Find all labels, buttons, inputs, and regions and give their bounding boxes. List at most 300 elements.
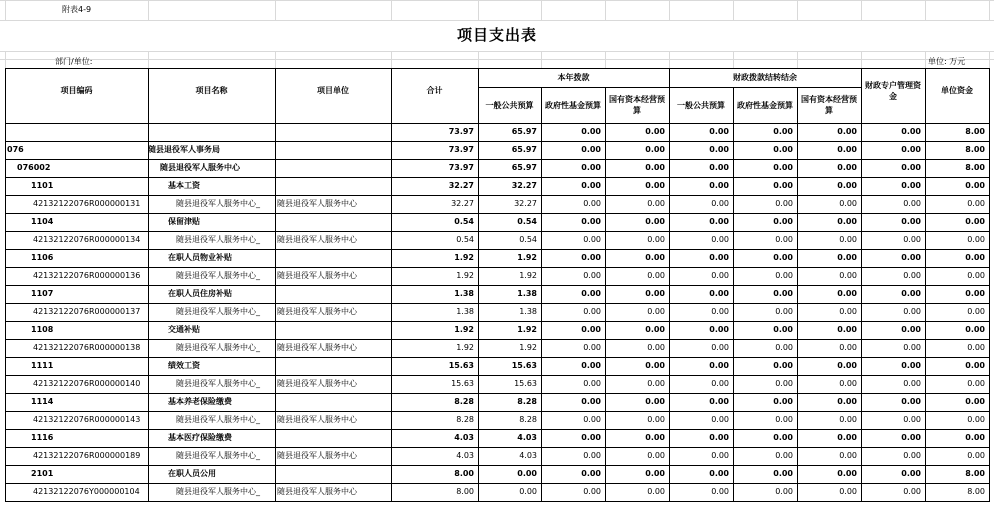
gridline: [275, 51, 276, 68]
amount-cell[interactable]: 0.00: [903, 307, 921, 316]
gridline: [989, 0, 990, 20]
amount-cell[interactable]: 0.00: [775, 343, 793, 352]
project-code-cell[interactable]: 42132122076R000000140: [33, 379, 141, 388]
amount-cell[interactable]: 0.00: [903, 451, 921, 460]
amount-cell[interactable]: 0.00: [839, 451, 857, 460]
amount-cell[interactable]: 8.00: [965, 163, 985, 172]
amount-cell[interactable]: 0.00: [837, 163, 857, 172]
amount-cell[interactable]: 0.00: [647, 487, 665, 496]
amount-cell[interactable]: 4.03: [517, 433, 537, 442]
amount-cell[interactable]: 0.54: [519, 235, 537, 244]
project-name-cell[interactable]: 随县退役军人服务中心_: [176, 271, 260, 280]
amount-cell[interactable]: 0.00: [839, 487, 857, 496]
project-name-cell[interactable]: 随县退役军人服务中心_: [176, 487, 260, 496]
row-border: [5, 213, 989, 214]
header-carryover: 财政拨款结转结余: [733, 73, 797, 82]
amount-cell[interactable]: 0.00: [773, 325, 793, 334]
amount-cell[interactable]: 0.00: [837, 361, 857, 370]
amount-cell[interactable]: 0.00: [583, 451, 601, 460]
row-border: [5, 249, 989, 250]
project-unit-cell[interactable]: 随县退役军人服务中心: [277, 271, 357, 280]
amount-cell[interactable]: 0.00: [903, 343, 921, 352]
amount-cell[interactable]: 0.00: [711, 343, 729, 352]
column-border: [989, 68, 990, 502]
amount-cell[interactable]: 1.38: [519, 307, 537, 316]
header-unit-funds: 单位资金: [941, 86, 973, 95]
amount-cell[interactable]: 0.00: [645, 397, 665, 406]
amount-cell[interactable]: 0.00: [583, 235, 601, 244]
project-name-cell[interactable]: 交通补贴: [168, 325, 200, 334]
amount-cell[interactable]: 0.00: [645, 289, 665, 298]
project-name-cell[interactable]: 随县退役军人服务中心_: [176, 451, 260, 460]
amount-cell[interactable]: 0.00: [517, 469, 537, 478]
amount-cell[interactable]: 0.00: [709, 397, 729, 406]
amount-cell[interactable]: 0.00: [775, 307, 793, 316]
amount-cell[interactable]: 0.00: [773, 361, 793, 370]
project-name-cell[interactable]: 随县退役军人服务中心_: [176, 235, 260, 244]
amount-cell[interactable]: 0.00: [647, 379, 665, 388]
project-name-cell[interactable]: 随县退役军人服务中心: [160, 163, 240, 172]
amount-cell[interactable]: 0.00: [647, 451, 665, 460]
amount-cell[interactable]: 0.00: [583, 343, 601, 352]
row-border: [5, 357, 989, 358]
amount-cell[interactable]: 0.00: [903, 487, 921, 496]
project-name-cell[interactable]: 在职人员公用: [168, 469, 216, 478]
amount-cell[interactable]: 15.63: [451, 379, 474, 388]
project-code-cell[interactable]: 42132122076R000000138: [33, 343, 141, 352]
column-border: [797, 87, 798, 502]
project-unit-cell[interactable]: 随县退役军人服务中心: [277, 487, 357, 496]
amount-cell[interactable]: 8.00: [967, 487, 985, 496]
amount-cell[interactable]: 0.00: [965, 325, 985, 334]
amount-cell[interactable]: 1.92: [517, 253, 537, 262]
amount-cell[interactable]: 0.00: [581, 217, 601, 226]
amount-cell[interactable]: 0.00: [583, 307, 601, 316]
amount-cell[interactable]: 0.00: [645, 127, 665, 136]
gridline: [797, 0, 798, 20]
amount-cell[interactable]: 0.00: [583, 199, 601, 208]
column-border: [148, 68, 149, 502]
amount-cell[interactable]: 0.00: [839, 271, 857, 280]
project-code-cell[interactable]: 076002: [17, 163, 51, 172]
amount-cell[interactable]: 0.00: [839, 307, 857, 316]
table-border: [5, 123, 989, 124]
amount-cell[interactable]: 0.00: [773, 433, 793, 442]
column-border: [669, 68, 670, 502]
gridline: [797, 51, 798, 68]
project-name-cell[interactable]: 随县退役军人服务中心_: [176, 415, 260, 424]
column-border: [861, 68, 862, 502]
project-name-cell[interactable]: 基本养老保险缴费: [168, 397, 232, 406]
amount-cell[interactable]: 0.00: [711, 235, 729, 244]
amount-cell[interactable]: 0.00: [901, 289, 921, 298]
amount-cell[interactable]: 0.00: [901, 145, 921, 154]
amount-cell[interactable]: 1.92: [456, 271, 474, 280]
amount-cell[interactable]: 0.00: [581, 145, 601, 154]
amount-cell[interactable]: 0.00: [645, 361, 665, 370]
amount-cell[interactable]: 0.00: [773, 397, 793, 406]
amount-cell[interactable]: 0.00: [709, 163, 729, 172]
gridline: [925, 0, 926, 20]
amount-cell[interactable]: 0.00: [581, 469, 601, 478]
row-border: [5, 321, 989, 322]
header-soe-capital-carry: 国有资本经营预算: [801, 95, 857, 115]
amount-cell[interactable]: 1.38: [517, 289, 537, 298]
project-name-cell[interactable]: 随县退役军人服务中心_: [176, 343, 260, 352]
amount-cell[interactable]: 0.00: [645, 469, 665, 478]
gridline: [989, 51, 990, 68]
amount-cell[interactable]: 65.97: [511, 127, 537, 136]
amount-cell[interactable]: 0.00: [711, 379, 729, 388]
gridline: [669, 0, 670, 20]
amount-cell[interactable]: 0.00: [775, 379, 793, 388]
amount-cell[interactable]: 0.00: [775, 451, 793, 460]
row-border: [5, 195, 989, 196]
amount-cell[interactable]: 0.00: [773, 127, 793, 136]
project-code-cell[interactable]: 42132122076R000000137: [33, 307, 141, 316]
amount-cell[interactable]: 32.27: [448, 181, 474, 190]
amount-cell[interactable]: 0.00: [903, 271, 921, 280]
amount-cell[interactable]: 0.00: [901, 361, 921, 370]
amount-cell[interactable]: 73.97: [448, 127, 474, 136]
gridline: [148, 0, 149, 20]
amount-cell[interactable]: 0.00: [775, 199, 793, 208]
row-border: [5, 411, 989, 412]
amount-cell[interactable]: 0.00: [967, 199, 985, 208]
amount-cell[interactable]: 0.00: [581, 433, 601, 442]
amount-cell[interactable]: 0.00: [645, 433, 665, 442]
amount-cell[interactable]: 4.03: [519, 451, 537, 460]
amount-cell[interactable]: 0.00: [837, 217, 857, 226]
amount-cell[interactable]: 0.00: [903, 199, 921, 208]
row-border: [5, 339, 989, 340]
amount-cell[interactable]: 4.03: [454, 433, 474, 442]
project-unit-cell[interactable]: 随县退役军人服务中心: [277, 235, 357, 244]
amount-cell[interactable]: 0.00: [773, 469, 793, 478]
amount-cell[interactable]: 65.97: [511, 145, 537, 154]
amount-cell[interactable]: 0.00: [647, 307, 665, 316]
amount-cell[interactable]: 8.00: [456, 487, 474, 496]
amount-cell[interactable]: 8.28: [517, 397, 537, 406]
amount-cell[interactable]: 0.00: [773, 181, 793, 190]
project-name-cell[interactable]: 在职人员物业补贴: [168, 253, 232, 262]
project-name-cell[interactable]: 基本工资: [168, 181, 200, 190]
column-border: [733, 87, 734, 502]
amount-cell[interactable]: 0.00: [709, 469, 729, 478]
amount-cell[interactable]: 0.00: [581, 397, 601, 406]
amount-cell[interactable]: 0.00: [967, 451, 985, 460]
amount-cell[interactable]: 1.38: [454, 289, 474, 298]
amount-cell[interactable]: 0.00: [901, 217, 921, 226]
gridline: [5, 0, 6, 20]
project-code-cell[interactable]: 2101: [31, 469, 54, 478]
amount-cell[interactable]: 1.92: [456, 343, 474, 352]
project-unit-cell[interactable]: 随县退役军人服务中心: [277, 379, 357, 388]
project-code-cell[interactable]: 42132122076R000000143: [33, 415, 141, 424]
amount-cell[interactable]: 0.00: [839, 235, 857, 244]
amount-cell[interactable]: 0.00: [581, 127, 601, 136]
amount-cell[interactable]: 0.00: [711, 307, 729, 316]
amount-cell[interactable]: 0.54: [517, 217, 537, 226]
amount-cell[interactable]: 0.00: [965, 181, 985, 190]
amount-cell[interactable]: 0.00: [965, 289, 985, 298]
amount-cell[interactable]: 0.00: [583, 487, 601, 496]
project-code-cell[interactable]: 42132122076R000000136: [33, 271, 141, 280]
amount-cell[interactable]: 0.00: [583, 379, 601, 388]
amount-cell[interactable]: 0.00: [647, 343, 665, 352]
amount-cell[interactable]: 73.97: [448, 163, 474, 172]
project-code-cell[interactable]: 42132122076R000000131: [33, 199, 141, 208]
amount-cell[interactable]: 0.00: [647, 415, 665, 424]
amount-cell[interactable]: 0.00: [967, 307, 985, 316]
amount-cell[interactable]: 0.00: [709, 289, 729, 298]
gridline: [605, 51, 606, 68]
project-name-cell[interactable]: 随县退役军人服务中心_: [176, 379, 260, 388]
project-name-cell[interactable]: 基本医疗保险缴费: [168, 433, 232, 442]
gridline: [669, 51, 670, 68]
amount-cell[interactable]: 0.00: [581, 289, 601, 298]
amount-cell[interactable]: 8.28: [456, 415, 474, 424]
amount-cell[interactable]: 15.63: [514, 379, 537, 388]
amount-cell[interactable]: 0.00: [967, 235, 985, 244]
amount-cell[interactable]: 0.00: [965, 361, 985, 370]
amount-cell[interactable]: 0.00: [645, 217, 665, 226]
project-name-cell[interactable]: 随县退役军人服务中心_: [176, 307, 260, 316]
column-border: [925, 68, 926, 502]
amount-cell[interactable]: 0.00: [901, 253, 921, 262]
amount-cell[interactable]: 0.00: [773, 145, 793, 154]
amount-cell[interactable]: 8.00: [965, 469, 985, 478]
amount-cell[interactable]: 0.00: [581, 361, 601, 370]
header-special: 财政专户管理资金: [865, 80, 921, 101]
amount-cell[interactable]: 0.00: [967, 343, 985, 352]
project-name-cell[interactable]: 随县退役军人事务局: [148, 145, 220, 154]
amount-cell[interactable]: 32.27: [451, 199, 474, 208]
amount-cell[interactable]: 0.00: [837, 325, 857, 334]
amount-cell[interactable]: 32.27: [514, 199, 537, 208]
row-border: [5, 501, 989, 502]
amount-cell[interactable]: 0.00: [773, 289, 793, 298]
row-border: [5, 447, 989, 448]
project-code-cell[interactable]: 42132122076Y000000104: [33, 487, 140, 496]
gridline: [861, 0, 862, 20]
amount-cell[interactable]: 0.00: [647, 235, 665, 244]
amount-cell[interactable]: 8.28: [519, 415, 537, 424]
gridline: [275, 0, 276, 20]
amount-cell[interactable]: 0.00: [711, 487, 729, 496]
amount-cell[interactable]: 0.00: [709, 145, 729, 154]
project-unit-cell[interactable]: 随县退役军人服务中心: [277, 199, 357, 208]
amount-cell[interactable]: 1.92: [519, 271, 537, 280]
project-name-cell[interactable]: 保留津贴: [168, 217, 200, 226]
amount-cell[interactable]: 0.00: [837, 181, 857, 190]
amount-cell[interactable]: 0.00: [901, 433, 921, 442]
amount-cell[interactable]: 0.00: [839, 199, 857, 208]
project-code-cell[interactable]: 1116: [31, 433, 54, 442]
amount-cell[interactable]: 0.00: [645, 163, 665, 172]
amount-cell[interactable]: 65.97: [511, 163, 537, 172]
amount-cell[interactable]: 32.27: [511, 181, 537, 190]
project-unit-cell[interactable]: 随县退役军人服务中心: [277, 415, 357, 424]
amount-cell[interactable]: 0.00: [903, 415, 921, 424]
amount-cell[interactable]: 0.00: [965, 433, 985, 442]
amount-cell[interactable]: 0.54: [454, 217, 474, 226]
amount-cell[interactable]: 15.63: [448, 361, 474, 370]
row-border: [5, 483, 989, 484]
row-border: [5, 267, 989, 268]
project-unit-cell[interactable]: 随县退役军人服务中心: [277, 343, 357, 352]
project-name-cell[interactable]: 随县退役军人服务中心_: [176, 199, 260, 208]
header-general: 一般公共预算: [485, 100, 534, 110]
amount-cell[interactable]: 0.00: [837, 469, 857, 478]
amount-cell[interactable]: 0.00: [709, 325, 729, 334]
amount-cell[interactable]: 8.00: [965, 145, 985, 154]
amount-cell[interactable]: 8.00: [454, 469, 474, 478]
amount-cell[interactable]: 0.00: [837, 289, 857, 298]
amount-cell[interactable]: 0.00: [709, 217, 729, 226]
column-border: [478, 68, 479, 502]
amount-cell[interactable]: 0.00: [967, 271, 985, 280]
project-code-cell[interactable]: 42132122076R000000134: [33, 235, 141, 244]
project-name-cell[interactable]: 绩效工资: [168, 361, 200, 370]
amount-cell[interactable]: 0.00: [837, 433, 857, 442]
amount-cell[interactable]: 1.92: [517, 325, 537, 334]
row-border: [5, 465, 989, 466]
amount-cell[interactable]: 0.00: [837, 145, 857, 154]
amount-cell[interactable]: 0.00: [709, 253, 729, 262]
project-unit-cell[interactable]: 随县退役军人服务中心: [277, 307, 357, 316]
project-code-cell[interactable]: 1104: [31, 217, 54, 226]
project-unit-cell[interactable]: 随县退役军人服务中心: [277, 451, 357, 460]
gridline: [0, 0, 994, 1]
column-border: [275, 68, 276, 502]
amount-cell[interactable]: 0.00: [837, 127, 857, 136]
project-code-cell[interactable]: 1107: [31, 289, 54, 298]
header-unit: 项目单位: [317, 86, 349, 95]
amount-cell[interactable]: 0.00: [645, 325, 665, 334]
amount-cell[interactable]: 0.00: [711, 271, 729, 280]
amount-cell[interactable]: 0.00: [839, 415, 857, 424]
amount-cell[interactable]: 0.00: [581, 163, 601, 172]
amount-cell[interactable]: 0.00: [773, 253, 793, 262]
amount-cell[interactable]: 0.00: [839, 379, 857, 388]
header-gov-fund-carry: 政府性基金预算: [737, 100, 793, 110]
project-name-cell[interactable]: 在职人员住房补贴: [168, 289, 232, 298]
amount-cell[interactable]: 0.00: [647, 199, 665, 208]
amount-cell[interactable]: 73.97: [448, 145, 474, 154]
amount-cell[interactable]: 0.00: [965, 217, 985, 226]
amount-cell[interactable]: 0.00: [901, 469, 921, 478]
row-border: [5, 393, 989, 394]
gridline: [478, 51, 479, 68]
gridline: [5, 51, 6, 68]
project-code-cell[interactable]: 1114: [31, 397, 54, 406]
amount-cell[interactable]: 0.00: [837, 253, 857, 262]
amount-cell[interactable]: 15.63: [511, 361, 537, 370]
amount-cell[interactable]: 0.00: [901, 127, 921, 136]
gridline: [0, 51, 994, 52]
amount-cell[interactable]: 0.00: [645, 145, 665, 154]
amount-cell[interactable]: 0.00: [967, 379, 985, 388]
amount-cell[interactable]: 0.00: [583, 415, 601, 424]
gridline: [733, 51, 734, 68]
header-name: 项目名称: [195, 86, 228, 95]
amount-cell[interactable]: 0.00: [583, 271, 601, 280]
dept-label: 部门/单位:: [55, 57, 93, 66]
amount-cell[interactable]: 1.92: [454, 325, 474, 334]
amount-cell[interactable]: 0.00: [711, 451, 729, 460]
gridline: [148, 51, 149, 68]
amount-cell[interactable]: 1.92: [454, 253, 474, 262]
amount-cell[interactable]: 0.00: [581, 181, 601, 190]
amount-cell[interactable]: 0.00: [775, 271, 793, 280]
project-code-cell[interactable]: 1106: [31, 253, 54, 262]
row-border: [5, 177, 989, 178]
amount-cell[interactable]: 0.00: [581, 253, 601, 262]
amount-cell[interactable]: 1.92: [519, 343, 537, 352]
gridline: [733, 0, 734, 20]
amount-cell[interactable]: 0.00: [839, 343, 857, 352]
amount-cell[interactable]: 0.00: [645, 253, 665, 262]
project-code-cell[interactable]: 1111: [31, 361, 54, 370]
amount-cell[interactable]: 0.00: [967, 415, 985, 424]
amount-cell[interactable]: 0.00: [901, 181, 921, 190]
row-border: [5, 303, 989, 304]
amount-cell[interactable]: 0.00: [709, 361, 729, 370]
amount-cell[interactable]: 0.00: [775, 487, 793, 496]
amount-cell[interactable]: 0.00: [837, 397, 857, 406]
amount-cell[interactable]: 0.00: [901, 163, 921, 172]
amount-cell[interactable]: 8.00: [965, 127, 985, 136]
amount-cell[interactable]: 0.00: [709, 127, 729, 136]
amount-cell[interactable]: 0.00: [581, 325, 601, 334]
gridline: [925, 51, 926, 68]
amount-cell[interactable]: 0.00: [965, 397, 985, 406]
amount-cell[interactable]: 0.00: [519, 487, 537, 496]
row-border: [5, 141, 989, 142]
amount-cell[interactable]: 0.54: [456, 235, 474, 244]
amount-cell[interactable]: 0.00: [903, 235, 921, 244]
amount-cell[interactable]: 0.00: [773, 217, 793, 226]
amount-cell[interactable]: 0.00: [709, 433, 729, 442]
amount-cell[interactable]: 0.00: [773, 163, 793, 172]
header-total: 合计: [426, 86, 443, 95]
amount-cell[interactable]: 4.03: [456, 451, 474, 460]
project-code-cell[interactable]: 42132122076R000000189: [33, 451, 141, 460]
amount-cell[interactable]: 0.00: [709, 181, 729, 190]
sheet-tag: 附表4-9: [62, 5, 92, 14]
project-code-cell[interactable]: 1101: [31, 181, 54, 190]
amount-cell[interactable]: 0.00: [647, 271, 665, 280]
amount-cell[interactable]: 1.38: [456, 307, 474, 316]
amount-cell[interactable]: 8.28: [454, 397, 474, 406]
amount-cell[interactable]: 0.00: [645, 181, 665, 190]
project-code-cell[interactable]: 076: [7, 145, 24, 154]
amount-cell[interactable]: 0.00: [903, 379, 921, 388]
gridline: [391, 51, 392, 68]
header-code: 项目编码: [60, 86, 93, 95]
amount-cell[interactable]: 0.00: [965, 253, 985, 262]
project-code-cell[interactable]: 1108: [31, 325, 54, 334]
amount-cell[interactable]: 0.00: [901, 397, 921, 406]
amount-cell[interactable]: 0.00: [901, 325, 921, 334]
amount-cell[interactable]: 0.00: [711, 415, 729, 424]
gridline: [0, 20, 994, 21]
page-title: 项目支出表: [456, 26, 537, 44]
amount-cell[interactable]: 0.00: [711, 199, 729, 208]
amount-cell[interactable]: 0.00: [775, 415, 793, 424]
amount-cell[interactable]: 0.00: [775, 235, 793, 244]
